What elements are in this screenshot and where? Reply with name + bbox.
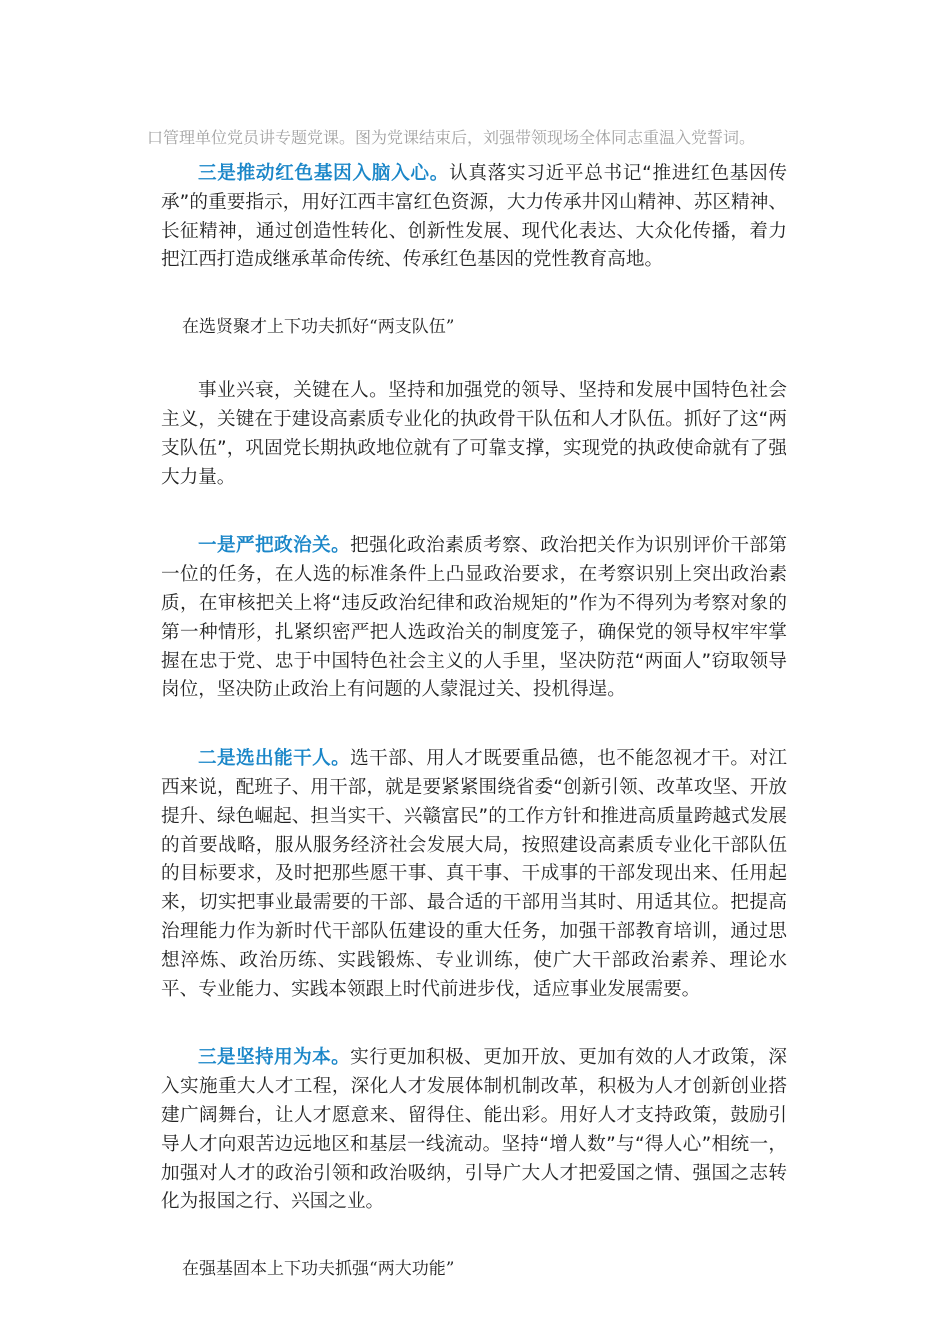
- section-heading-two-teams: 在选贤聚才上下功夫抓好“两支队伍”: [182, 317, 455, 338]
- paragraph-lead: 三是推动红色基因入脑入心。: [198, 163, 450, 184]
- paragraph-use-talent: [161, 1044, 787, 1217]
- paragraph-political-check: [161, 532, 787, 705]
- paragraph-text: 把强化政治素质考察、政治把关作为识别评价干部第一位的任务，在人选的标准条件上凸显政治要求，在考察识别上突出政治素质，在审核把关上将“违反政治纪律和政治规矩的”作为不得列为考察对象的第一种情形，扎紧织密严把人选政治关的制度笼子，确保党的领导权牢牢掌握在忠于党、忠于中国特色社会主义的人手里，坚决防范“两面人”窃取领导岗位，坚决防止政治上有问题的人蒙混过关、投机得逞。: [161, 535, 787, 701]
- paragraph-lead: 二是选出能干人。: [198, 748, 351, 770]
- paragraph-text: 实行更加积极、更加开放、更加有效的人才政策，深入实施重大人才工程，深化人才发展体制机制改革，积极为人才创新创业搭建广阔舞台，让人才愿意来、留得住、能出彩。用好人才支持政策，鼓励引导人才向艰苦边远地区和基层一线流动。坚持“增人数”与“得人心”相统一，加强对人才的政治引领和政治吸纳，引导广大人才把爱国之情、强国之志转化为报国之行、兴国之业。: [161, 1047, 787, 1213]
- photo-caption: 口管理单位党员讲专题党课。图为党课结束后，刘强带领现场全体同志重温入党誓词。: [147, 128, 756, 147]
- section-heading-two-functions: 在强基固本上下功夫抓强“两大功能”: [182, 1259, 455, 1280]
- paragraph-text: 事业兴衰，关键在人。坚持和加强党的领导、坚持和发展中国特色社会主义，关键在于建设高素质专业化的执政骨干队伍和人才队伍。抓好了这“两支队伍”，巩固党长期执政地位就有了可靠支撑，实现党的执政使命就有了强大力量。: [161, 380, 787, 488]
- paragraph-text: 选干部、用人才既要重品德，也不能忽视才干。对江西来说，配班子、用干部，就是要紧紧围绕省委“创新引领、改革攻坚、开放提升、绿色崛起、担当实干、兴赣富民”的工作方针和推进高质量跨越式发展的首要战略，服从服务经济社会发展大局，按照建设高素质专业化干部队伍的目标要求，及时把那些愿干事、真干事、干成事的干部发现出来、任用起来，切实把事业最需要的干部、最合适的干部用当其时、用适其位。把提高治理能力作为新时代干部队伍建设的重大任务，加强干部教育培训，通过思想淬炼、政治历练、实践锻炼、专业训练，使广大干部政治素养、理论水平、专业能力、实践本领跟上时代前进步伐，适应事业发展需要。: [161, 748, 787, 1000]
- paragraph-lead: 三是坚持用为本。: [198, 1047, 351, 1069]
- paragraph-capable-people: [161, 745, 787, 1004]
- paragraph-red-gene: [161, 160, 787, 275]
- paragraph-intro-talent: [161, 377, 787, 492]
- paragraph-lead: 一是严把政治关。: [198, 535, 351, 557]
- paragraph-text: 认真落实习近平总书记“推进红色基因传承”的重要指示，用好江西丰富红色资源，大力传承井冈山精神、苏区精神、长征精神，通过创造性转化、创新性发展、现代化表达、大众化传播，着力把江西打造成继承革命传统、传承红色基因的党性教育高地。: [161, 163, 787, 271]
